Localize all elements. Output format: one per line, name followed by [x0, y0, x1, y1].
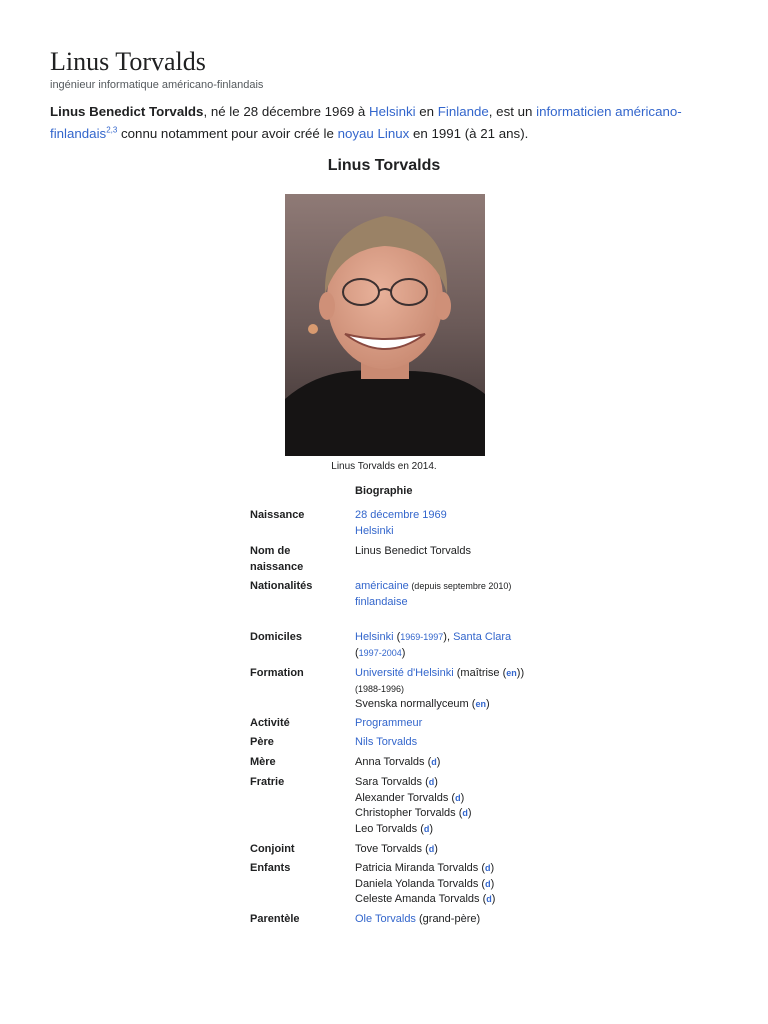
- lead-name: Linus Benedict Torvalds: [50, 104, 204, 119]
- lead-paragraph: [50, 101, 690, 144]
- lead-text: , né le 28 décembre 1969 à: [203, 104, 370, 119]
- row-label: Mère: [250, 756, 276, 768]
- section-heading-biographie: Biographie: [355, 485, 413, 497]
- link-universite-helsinki[interactable]: Université d'Helsinki: [355, 667, 454, 679]
- infobox-title: Linus Torvalds: [327, 157, 441, 174]
- row-value: Ole Torvalds (grand-père): [355, 913, 481, 925]
- wikidata-link[interactable]: d: [462, 808, 468, 818]
- link-en[interactable]: en: [475, 699, 486, 709]
- link-finlande[interactable]: Finlande: [437, 104, 489, 119]
- list-item: Patricia Miranda Torvalds: [355, 862, 482, 874]
- list-item: Daniela Yolanda Torvalds: [355, 877, 482, 890]
- link-programmeur[interactable]: Programmeur: [355, 717, 423, 729]
- wikidata-link[interactable]: d: [423, 823, 430, 834]
- row-label: Parentèle: [250, 913, 300, 925]
- link-period[interactable]: 1969-1997: [400, 632, 444, 642]
- formation-school: Svenska normallyceum: [355, 698, 472, 710]
- wikidata-link[interactable]: d: [486, 894, 492, 904]
- nationality-note: (depuis septembre 2010): [408, 581, 512, 591]
- link-nils-torvalds[interactable]: Nils Torvalds: [355, 736, 418, 748]
- wikidata-link[interactable]: d: [428, 777, 435, 787]
- wikidata-link[interactable]: d: [455, 792, 461, 803]
- link-birth-date[interactable]: 28 décembre 1969: [355, 509, 447, 521]
- wikidata-link[interactable]: d: [485, 878, 491, 889]
- row-value: [355, 508, 540, 539]
- wikidata-link[interactable]: d: [431, 757, 437, 767]
- formation-years: (1988-1996): [355, 683, 405, 694]
- row-value: Patricia Miranda Torvalds (d) Daniela Yolanda Torvalds (d) Celeste Amanda Torvalds (d): [355, 862, 496, 905]
- list-item: Leo Torvalds: [355, 822, 421, 835]
- row-label: Nationalités: [250, 580, 313, 592]
- wikidata-link[interactable]: d: [485, 863, 491, 873]
- link-ole-torvalds[interactable]: Ole Torvalds: [355, 913, 416, 925]
- list-item: Christopher Torvalds: [355, 807, 459, 819]
- link-noyau-linux[interactable]: noyau Linux: [337, 125, 410, 141]
- row-label: Naissance: [250, 509, 305, 521]
- lead-text: connu notamment pour avoir créé le: [117, 125, 338, 141]
- link-birth-place[interactable]: Helsinki: [355, 524, 394, 537]
- row-value: [355, 716, 540, 732]
- list-item: Celeste Amanda Torvalds: [355, 893, 483, 905]
- page-subtitle: ingénieur informatique américano-finlandais: [50, 79, 264, 91]
- list-item: Sara Torvalds: [355, 776, 426, 788]
- row-label: Domiciles: [250, 631, 302, 643]
- row-value: Linus Benedict Torvalds: [355, 545, 471, 557]
- link-period[interactable]: 1997-2004: [358, 647, 402, 658]
- row-label: Père: [250, 736, 274, 748]
- reference-link[interactable]: 2,3: [106, 125, 118, 135]
- photo-caption: Linus Torvalds en 2014.: [331, 461, 437, 472]
- row-value: [355, 579, 540, 610]
- page-title: Linus Torvalds: [50, 47, 206, 76]
- lead-text: , est un: [488, 104, 537, 119]
- row-label: Conjoint: [250, 843, 295, 855]
- link-helsinki-domicile[interactable]: Helsinki: [355, 631, 394, 643]
- list-item: Alexander Torvalds: [355, 791, 452, 804]
- link-americaine[interactable]: américaine: [355, 580, 409, 592]
- row-value: Sara Torvalds (d) Alexander Torvalds (d) Christopher Torvalds (d) Leo Torvalds (d): [355, 776, 472, 835]
- row-label: Nom de naissance: [250, 545, 304, 573]
- link-helsinki[interactable]: Helsinki: [369, 104, 416, 119]
- lead-text: en: [415, 104, 438, 119]
- link-informaticien[interactable]: informaticien américano-finlandais: [50, 104, 682, 141]
- wikidata-link[interactable]: d: [428, 844, 435, 854]
- formation-text: )): [516, 667, 525, 679]
- row-value: Université d'Helsinki (maîtrise (en)) (1988-1996) Svenska normallyceum (en): [355, 667, 525, 710]
- row-label: Fratrie: [250, 776, 285, 788]
- row-value: Anna Torvalds (d): [355, 756, 441, 768]
- portrait-photo[interactable]: [285, 194, 485, 456]
- row-label: Activité: [250, 717, 290, 729]
- row-value: [355, 735, 540, 751]
- row-value: Helsinki (1969-1997), Santa Clara (1997-2004): [355, 631, 512, 659]
- link-finlandaise[interactable]: finlandaise: [355, 595, 408, 608]
- lead-text: en 1991 (à 21 ans).: [409, 125, 529, 141]
- link-en[interactable]: en: [506, 668, 517, 678]
- formation-text: (maîtrise (: [453, 667, 507, 679]
- row-label: Formation: [250, 667, 304, 679]
- link-santa-clara[interactable]: Santa Clara: [453, 631, 512, 643]
- row-label: Enfants: [250, 862, 291, 874]
- row-value: Tove Torvalds (d): [355, 843, 438, 855]
